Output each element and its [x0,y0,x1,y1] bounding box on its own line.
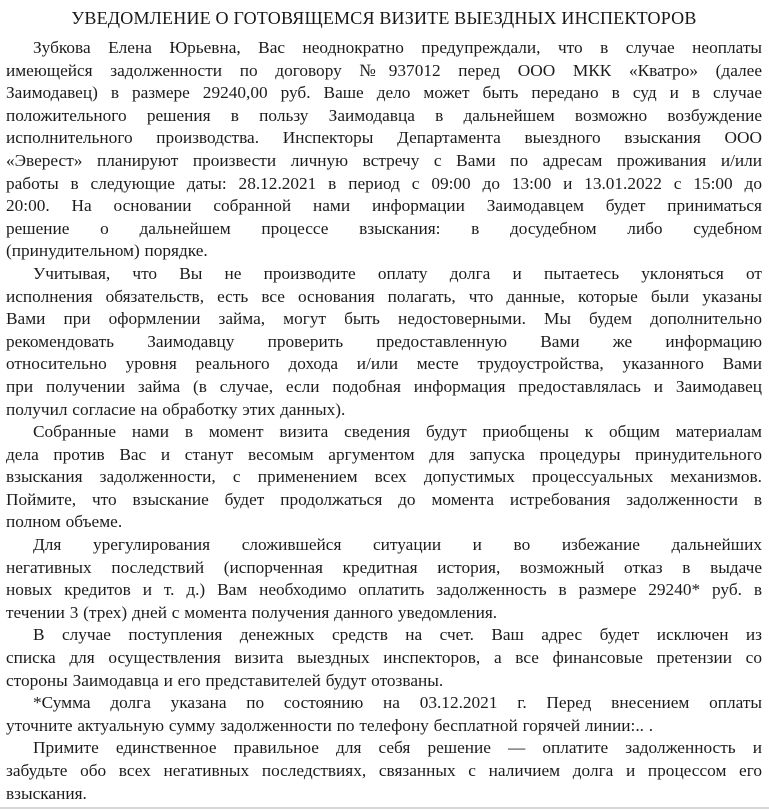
document-line: рекомендовать Заимодавцу проверить предоставленную Вами же информацию [6,331,762,351]
document-body [6,37,762,805]
document-line: при получении займа (в случае, если подобная информация предоставлялась и Заимодавец [6,376,762,396]
document-line: негативных последствий (испорченная кредитная история, возможный отказ в выдаче [6,557,762,577]
document-line: исполнения обязательств, есть все основания полагать, что данные, которые были указаны [6,286,762,306]
document-line: решение о дальнейшем процессе взыскания: в досудебном либо судебном [6,218,762,238]
document-title: УВЕДОМЛЕНИЕ О ГОТОВЯЩЕМСЯ ВИЗИТЕ ВЫЕЗДНЫХ ИНСПЕКТОРОВ [71,8,697,28]
paragraph [6,421,762,534]
document-line: Зубкова Елена Юрьевна, Вас неоднократно предупреждали, что в случае неоплаты [33,38,762,57]
document-line: Примите единственное правильное для себя решение — оплатите задолженность и [33,738,762,758]
paragraph [6,737,762,805]
document-line: полном объеме. [6,512,123,532]
document-line: имеющейся задолженности по договору №937012 перед ООО МКК «Кватро» (далее [6,60,762,80]
document-line: дела против Вас и станут весомым аргументом для запуска процедуры принудительного [6,444,762,464]
document-line: относительно уровня реального дохода и/или месте трудоустройства, указанного Вами [6,354,762,374]
document-line: Поймите, что взыскание будет продолжаться до момента истребования задолженности в [6,489,762,509]
document-line: новых кредитов и т. д.) Вам необходимо оплатить задолженность в размере 29240* руб. в [6,580,762,600]
document-line: 20:00. На основании собранной нами информации Заимодавцем будет приниматься [6,196,762,216]
document-line: получил согласие на обработку этих данных). [6,399,346,419]
document-line: исполнительного производства. Инспекторы Департамента выездного взыскания ООО [6,128,762,148]
document-line: Заимодавец) в размере 29240,00 руб. Ваше дело может быть передано в суд и в случае [6,83,762,103]
paragraph [6,37,762,263]
document-line: Вами при оформлении займа, могут быть недостоверными. Мы будем дополнительно [6,309,762,329]
document-line: взыскания задолженности, с применением всех допустимых процессуальных механизмов. [6,467,762,487]
document-line: Для урегулирования сложившейся ситуации и во избежание дальнейших [33,535,762,555]
document-line: забудьте обо всех негативных последствиях, связанных с наличием долга и процессом его [6,761,762,780]
document-line: положительного решения в пользу Заимодавца в дальнейшем возможно возбуждение [6,105,762,125]
document-line: работы в следующие даты: 28.12.2021 в период с 09:00 до 13:00 и 13.01.2022 с 15:00 до [6,173,762,193]
paragraph [6,624,762,692]
document-line: Учитывая, что Вы не производите оплату долга и пытаетесь уклоняться от [33,263,762,283]
document-line: (принудительном) порядке. [6,241,208,261]
document-line: В случае поступления денежных средств на счет. Ваш адрес будет исключен из [33,625,762,645]
paragraph [6,692,762,737]
document-line: списка для осуществления визита выездных инспекторов, а все финансовые претензии со [6,648,762,668]
document-line: течении 3 (трех) дней с момента получения данного уведомления. [6,602,498,622]
paragraph [6,263,762,421]
paragraph [6,534,762,624]
document-line: стороны Заимодавца и его представителей будут отозваны. [6,670,444,690]
bottom-scan-rule [0,807,769,809]
document-line: взыскания. [6,783,87,803]
document-line: уточните актуальную сумму задолженности по телефону бесплатной горячей линии:.. . [6,715,654,735]
document-line: Собранные нами в момент визита сведения будут приобщены к общим материалам [33,422,762,442]
document-line: *Сумма долга указана по состоянию на 03.12.2021 г. Перед внесением оплаты [33,693,762,713]
document-line: «Эверест» планируют произвести личную встречу с Вами по адресам проживания и/или [6,150,762,170]
